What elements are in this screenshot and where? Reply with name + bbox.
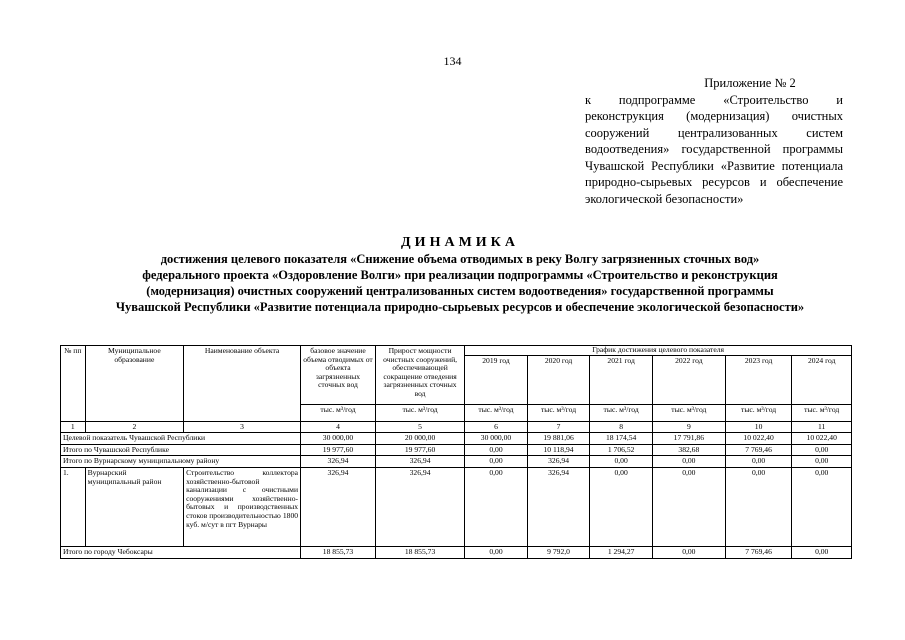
row-value: 9 792,0	[527, 546, 590, 558]
row-label: Целевой показатель Чувашской Республики	[61, 433, 301, 445]
header-base: базовое значение объема отводимых от объекта загрязненных сточных вод	[301, 346, 376, 405]
row-value: 7 769,46	[725, 546, 792, 558]
column-numbers-row	[61, 421, 852, 433]
column-number: 11	[792, 421, 852, 433]
row-value: 18 855,73	[301, 546, 376, 558]
appendix-text: к подпрограмме «Строительство и реконструкция (модернизация) очистных сооружений централизованных систем водоотведения» государственной программы Чувашской Республики «Развитие потенциала природно-сырьевых ресурсов и обеспечение экологической безопасности»	[585, 92, 843, 206]
detail-value: 326,94	[375, 467, 464, 546]
detail-value: 0,00	[465, 467, 528, 546]
column-number: 9	[652, 421, 725, 433]
row-value: 0,00	[465, 546, 528, 558]
detail-row	[61, 467, 852, 546]
row-value: 326,94	[375, 456, 464, 468]
detail-no: 1.	[61, 467, 86, 546]
table-row	[61, 444, 852, 456]
column-number: 3	[184, 421, 301, 433]
header-municipality: Муниципальное образование	[85, 346, 183, 422]
detail-object: Строительство коллектора хозяйственно-бытовой канализации с очистными сооружениями хозяйственно-бытовых и производственных стоков производительностью 1800 куб. м/сут в пгт Вурнары	[184, 467, 301, 546]
header-capacity: Прирост мощности очистных сооружений, обеспечивающей сокращение отведения загрязненных сточных вод	[375, 346, 464, 405]
row-value: 326,94	[301, 456, 376, 468]
row-value: 0,00	[465, 456, 528, 468]
detail-value: 0,00	[792, 467, 852, 546]
column-number: 8	[590, 421, 653, 433]
detail-value: 326,94	[527, 467, 590, 546]
row-value: 10 022,40	[792, 433, 852, 445]
row-value: 0,00	[792, 456, 852, 468]
document-heading	[40, 234, 880, 315]
column-number: 10	[725, 421, 792, 433]
column-number: 7	[527, 421, 590, 433]
row-value: 0,00	[590, 456, 653, 468]
appendix-title: Приложение № 2	[704, 76, 796, 90]
heading-line-2: федерального проекта «Оздоровление Волги» при реализации подпрограммы «Строительство и реконструкция	[142, 268, 778, 282]
detail-value: 0,00	[590, 467, 653, 546]
header-year: 2024 год	[792, 355, 852, 404]
row-value: 10 022,40	[725, 433, 792, 445]
row-value: 20 000,00	[375, 433, 464, 445]
appendix-block	[585, 75, 843, 207]
table-header-row	[61, 346, 852, 356]
header-no: № пп	[61, 346, 86, 422]
table-row	[61, 433, 852, 445]
table-row	[61, 456, 852, 468]
header-unit: тыс. м³/год	[465, 404, 528, 421]
row-value: 0,00	[465, 444, 528, 456]
row-value: 10 118,94	[527, 444, 590, 456]
row-value: 18 855,73	[375, 546, 464, 558]
row-value: 7 769,46	[725, 444, 792, 456]
row-value: 19 977,60	[375, 444, 464, 456]
header-unit: тыс. м³/год	[725, 404, 792, 421]
row-value: 1 706,52	[590, 444, 653, 456]
table-row	[61, 546, 852, 558]
row-value: 19 977,60	[301, 444, 376, 456]
heading-title: ДИНАМИКА	[401, 235, 519, 250]
heading-line-1: достижения целевого показателя «Снижение объема отводимых в реку Волгу загрязненных сточных вод»	[160, 252, 760, 266]
row-value: 0,00	[792, 444, 852, 456]
header-year: 2020 год	[527, 355, 590, 404]
row-value: 19 881,06	[527, 433, 590, 445]
row-value: 326,94	[527, 456, 590, 468]
header-unit: тыс. м³/год	[375, 404, 464, 421]
row-value: 30 000,00	[301, 433, 376, 445]
detail-municipality: Вурнарский муниципальный район	[85, 467, 183, 546]
header-year: 2023 год	[725, 355, 792, 404]
row-value: 0,00	[652, 456, 725, 468]
column-number: 6	[465, 421, 528, 433]
row-label: Итого по городу Чебоксары	[61, 546, 301, 558]
detail-value: 326,94	[301, 467, 376, 546]
row-label: Итого по Чувашской Республике	[61, 444, 301, 456]
detail-value: 0,00	[725, 467, 792, 546]
header-object: Наименование объекта	[184, 346, 301, 422]
header-year: 2019 год	[465, 355, 528, 404]
row-label: Итого по Вурнарскому муниципальному району	[61, 456, 301, 468]
row-value: 1 294,27	[590, 546, 653, 558]
heading-line-4: Чувашской Республики «Развитие потенциала природно-сырьевых ресурсов и обеспечение экологической безопасности»	[115, 300, 805, 314]
column-number: 1	[61, 421, 86, 433]
header-year: 2021 год	[590, 355, 653, 404]
detail-value: 0,00	[652, 467, 725, 546]
row-value: 30 000,00	[465, 433, 528, 445]
row-value: 0,00	[792, 546, 852, 558]
header-year: 2022 год	[652, 355, 725, 404]
column-number: 5	[375, 421, 464, 433]
row-value: 18 174,54	[590, 433, 653, 445]
row-value: 17 791,86	[652, 433, 725, 445]
header-unit: тыс. м³/год	[527, 404, 590, 421]
dynamics-table	[60, 345, 852, 559]
header-unit: тыс. м³/год	[792, 404, 852, 421]
column-number: 4	[301, 421, 376, 433]
row-value: 0,00	[652, 546, 725, 558]
header-unit: тыс. м³/год	[301, 404, 376, 421]
header-schedule: График достижения целевого показателя	[465, 346, 852, 356]
heading-line-3: (модернизация) очистных сооружений централизованных систем водоотведения» государственной программы	[146, 284, 774, 298]
column-number: 2	[85, 421, 183, 433]
row-value: 0,00	[725, 456, 792, 468]
header-unit: тыс. м³/год	[590, 404, 653, 421]
page-number: 134	[443, 54, 462, 68]
row-value: 382,68	[652, 444, 725, 456]
header-unit: тыс. м³/год	[652, 404, 725, 421]
